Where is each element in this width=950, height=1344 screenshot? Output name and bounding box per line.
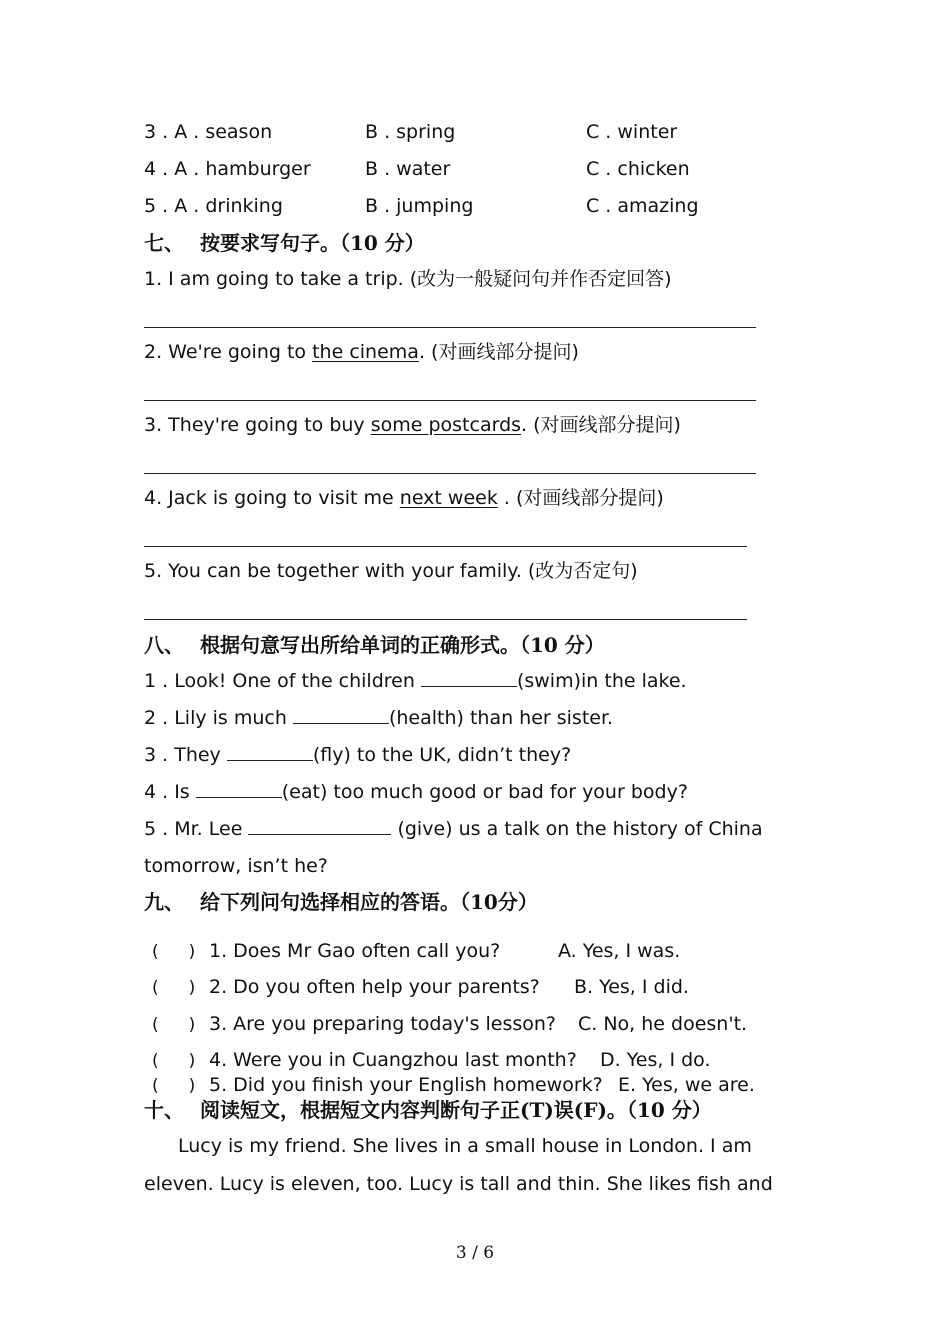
section-9-answer-a: A. Yes, I was. bbox=[558, 940, 681, 962]
section-9-question-3: 3. Are you preparing today's lesson? bbox=[209, 1013, 557, 1035]
section-9-question-5: 5. Did you finish your English homework? bbox=[209, 1074, 603, 1096]
section-9-answer-d: D. Yes, I do. bbox=[600, 1049, 711, 1071]
section-8-heading bbox=[144, 632, 605, 658]
s8q4-text: 4 . Is bbox=[144, 781, 196, 803]
section-7-question-2 bbox=[144, 340, 579, 364]
section-7-title: 按要求写句子。（10 分） bbox=[200, 231, 425, 255]
section-9-question-4: 4. Were you in Cuangzhou last month? bbox=[209, 1049, 577, 1071]
section-10-number: 十、 bbox=[144, 1098, 184, 1122]
s8q5-hint: (give) us a talk on the history of China bbox=[391, 818, 763, 840]
section-10-title: 阅读短文，根据短文内容判断句子正(T)误(F)。（10 分） bbox=[200, 1098, 712, 1122]
passage-line-2: eleven. Lucy is eleven, too. Lucy is tall and thin. She likes fish and bbox=[144, 1173, 773, 1195]
section-8-question-4 bbox=[144, 779, 688, 804]
answer-line-7-3 bbox=[144, 473, 756, 474]
answer-line-7-1 bbox=[144, 327, 756, 328]
answer-paren-1[interactable] bbox=[152, 941, 195, 963]
paren-close: ) bbox=[188, 1051, 196, 1071]
q4-underlined: next week bbox=[399, 487, 498, 509]
s8q2-hint: (health) than her sister. bbox=[388, 707, 614, 729]
fill-blank[interactable] bbox=[421, 668, 517, 687]
paren-close: ) bbox=[188, 942, 196, 962]
section-8-question-1 bbox=[144, 668, 687, 693]
s8q3-hint: (fly) to the UK, didn’t they? bbox=[312, 744, 572, 766]
answer-paren-3[interactable] bbox=[152, 1014, 195, 1036]
fill-blank[interactable] bbox=[293, 705, 389, 724]
section-8-question-5 bbox=[144, 816, 763, 841]
s8q5-text: 5 . Mr. Lee bbox=[144, 818, 249, 840]
answer-line-7-5 bbox=[144, 619, 747, 620]
choice-4-option-b: B . water bbox=[365, 158, 451, 180]
section-9-answer-b: B. Yes, I did. bbox=[574, 976, 689, 998]
answer-paren-4[interactable] bbox=[152, 1050, 195, 1072]
s8q3-text: 3 . They bbox=[144, 744, 227, 766]
section-7-heading bbox=[144, 230, 425, 256]
fill-blank[interactable] bbox=[248, 816, 391, 835]
section-7-question-1: 1. I am going to take a trip. (改为一般疑问句并作否定回答) bbox=[144, 268, 672, 290]
q4-text: 4. Jack is going to visit me bbox=[144, 487, 400, 509]
answer-paren-2[interactable] bbox=[152, 977, 195, 999]
s8q1-text: 1 . Look! One of the children bbox=[144, 670, 421, 692]
paren-open: ( bbox=[152, 1076, 159, 1096]
section-9-heading bbox=[144, 889, 538, 915]
q3-underlined: some postcards bbox=[370, 414, 522, 436]
section-9-answer-c: C. No, he doesn't. bbox=[578, 1013, 748, 1035]
q3-instruction: . (对画线部分提问) bbox=[521, 414, 681, 436]
q3-text: 3. They're going to buy bbox=[144, 414, 371, 436]
section-9-number: 九、 bbox=[144, 890, 184, 914]
choice-3-option-c: C . winter bbox=[586, 121, 678, 143]
section-8-title: 根据句意写出所给单词的正确形式。（10 分） bbox=[200, 633, 605, 657]
paren-close: ) bbox=[188, 978, 196, 998]
choice-3-option-b: B . spring bbox=[365, 121, 456, 143]
choice-4-option-c: C . chicken bbox=[586, 158, 690, 180]
answer-line-7-4 bbox=[144, 546, 747, 547]
page-number: 3 / 6 bbox=[455, 1243, 495, 1263]
paren-close: ) bbox=[188, 1076, 196, 1096]
answer-line-7-2 bbox=[144, 400, 756, 401]
q2-underlined: the cinema bbox=[312, 341, 419, 363]
s8q1-hint: (swim)in the lake. bbox=[516, 670, 687, 692]
section-7-question-3 bbox=[144, 413, 681, 437]
choice-5-option-b: B . jumping bbox=[365, 195, 474, 217]
paren-close: ) bbox=[188, 1015, 196, 1035]
section-9-title: 给下列问句选择相应的答语。（10分） bbox=[200, 890, 538, 914]
s8q4-hint: (eat) too much good or bad for your body? bbox=[281, 781, 688, 803]
q2-text: 2. We're going to bbox=[144, 341, 313, 363]
section-7-question-5: 5. You can be together with your family. (改为否定句) bbox=[144, 560, 638, 582]
paren-open: ( bbox=[152, 1051, 159, 1071]
fill-blank[interactable] bbox=[227, 742, 313, 761]
section-8-question-3 bbox=[144, 742, 571, 767]
choice-3-option-a: 3 . A . season bbox=[144, 121, 273, 143]
q4-instruction: . (对画线部分提问) bbox=[497, 487, 664, 509]
q2-instruction: . (对画线部分提问) bbox=[418, 341, 579, 363]
paren-open: ( bbox=[152, 978, 159, 998]
passage-line-1: Lucy is my friend. She lives in a small house in London. I am bbox=[178, 1135, 752, 1157]
choice-4-option-a: 4 . A . hamburger bbox=[144, 158, 311, 180]
choice-5-option-c: C . amazing bbox=[586, 195, 699, 217]
section-9-answer-e: E. Yes, we are. bbox=[618, 1074, 755, 1096]
choice-5-option-a: 5 . A . drinking bbox=[144, 195, 283, 217]
s8q2-text: 2 . Lily is much bbox=[144, 707, 293, 729]
section-8-question-2 bbox=[144, 705, 613, 730]
section-9-question-2: 2. Do you often help your parents? bbox=[209, 976, 540, 998]
section-10-heading bbox=[144, 1097, 712, 1123]
section-7-number: 七、 bbox=[144, 231, 184, 255]
fill-blank[interactable] bbox=[196, 779, 282, 798]
paren-open: ( bbox=[152, 1015, 159, 1035]
section-9-question-1: 1. Does Mr Gao often call you? bbox=[209, 940, 501, 962]
answer-paren-5[interactable] bbox=[152, 1075, 195, 1097]
section-7-question-4 bbox=[144, 486, 664, 510]
section-8-number: 八、 bbox=[144, 633, 184, 657]
section-8-question-5-continued: tomorrow, isn’t he? bbox=[144, 855, 328, 877]
paren-open: ( bbox=[152, 942, 159, 962]
